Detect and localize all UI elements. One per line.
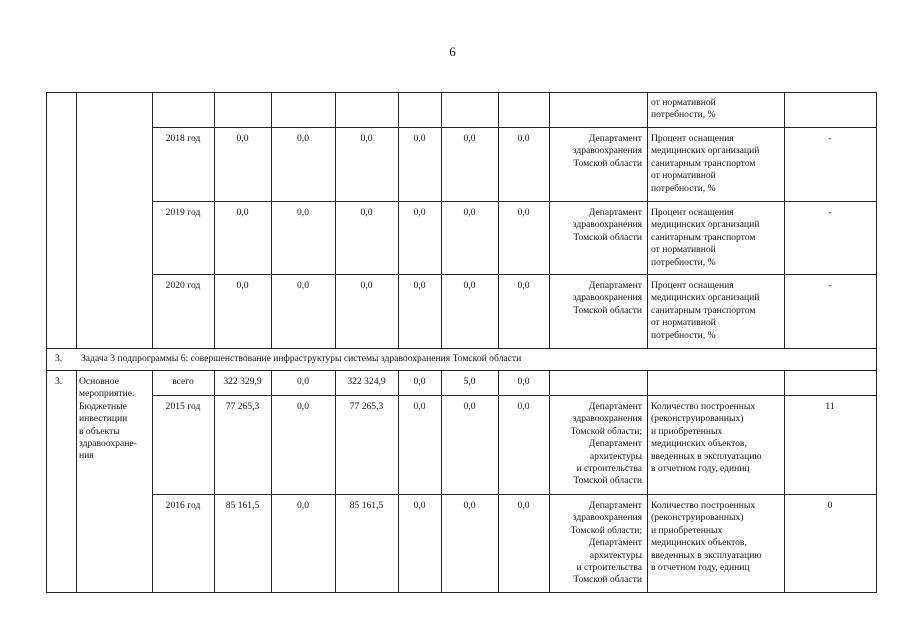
value-cell: 0,0 bbox=[413, 207, 426, 218]
table-rule bbox=[647, 92, 648, 348]
value-cell: 5,0 bbox=[463, 376, 476, 387]
value-cell: 0,0 bbox=[463, 401, 476, 412]
table-rule bbox=[46, 370, 877, 371]
value-cell: 0,0 bbox=[413, 401, 426, 412]
value-cell: 0,0 bbox=[413, 376, 426, 387]
value-cell: 0,0 bbox=[517, 207, 530, 218]
executor-cell: Департамент здравоохранения Томской области bbox=[572, 133, 642, 169]
target-cell: - bbox=[828, 133, 832, 144]
year-cell: 2020 год bbox=[165, 280, 201, 291]
table-rule bbox=[152, 274, 877, 275]
value-cell: 0,0 bbox=[297, 280, 309, 291]
indicator-cell: Количество построенных (реконструированных) и приобретенных медицинских объектов, введенных в эксплуатацию в отчетном году, единиц bbox=[651, 500, 762, 574]
executor-cell: Департамент здравоохранения Томской области bbox=[572, 207, 642, 243]
value-cell: 0,0 bbox=[413, 133, 426, 144]
table-rule bbox=[647, 370, 648, 592]
task-number: 3. bbox=[55, 353, 63, 364]
value-cell: 0,0 bbox=[360, 207, 373, 218]
table-rule bbox=[152, 494, 877, 495]
target-cell: 11 bbox=[825, 401, 835, 412]
value-cell: 0,0 bbox=[463, 207, 476, 218]
target-cell: 0 bbox=[827, 500, 833, 511]
indicator-cell: Процент оснащения медицинских организаций санитарным транспортом от нормативной потребности, % bbox=[651, 207, 760, 268]
value-cell: 0,0 bbox=[236, 207, 249, 218]
table-rule bbox=[441, 92, 442, 348]
table-rule bbox=[152, 127, 877, 128]
value-cell: 77 265,3 bbox=[225, 401, 260, 412]
table-rule bbox=[152, 201, 877, 202]
table-rule bbox=[46, 592, 877, 593]
table-rule bbox=[46, 92, 877, 93]
value-cell: 0,0 bbox=[236, 280, 249, 291]
value-cell: 0,0 bbox=[413, 500, 426, 511]
value-cell: 322 329,9 bbox=[223, 376, 262, 387]
year-cell: 2016 год bbox=[165, 500, 201, 511]
indicator-cell: Процент оснащения медицинских организаций санитарным транспортом от нормативной потребности, % bbox=[651, 133, 760, 194]
value-cell: 85 161,5 bbox=[225, 500, 260, 511]
value-cell: 0,0 bbox=[297, 401, 309, 412]
value-cell: 0,0 bbox=[463, 133, 476, 144]
table-rule bbox=[152, 395, 877, 396]
executor-cell: Департамент здравоохранения Томской области; Департамент архитектуры и строительства Томской области bbox=[570, 401, 642, 487]
table-rule bbox=[76, 92, 77, 348]
value-cell: 77 265,3 bbox=[349, 401, 384, 412]
table-rule bbox=[498, 92, 499, 348]
table-rule bbox=[876, 92, 877, 593]
value-cell: 0,0 bbox=[297, 500, 309, 511]
page-number: 6 bbox=[449, 44, 456, 59]
target-cell: - bbox=[828, 207, 832, 218]
value-cell: 0,0 bbox=[297, 133, 309, 144]
value-cell: 0,0 bbox=[517, 500, 530, 511]
table-rule bbox=[214, 92, 215, 348]
value-cell: 0,0 bbox=[517, 133, 530, 144]
table-rule bbox=[76, 370, 77, 592]
value-cell: 0,0 bbox=[463, 500, 476, 511]
year-cell: 2015 год bbox=[165, 401, 201, 412]
activity-name: Основное мероприятие. Бюджетные инвестиции в объекты здравоохране- ния bbox=[79, 376, 137, 462]
value-cell: 0,0 bbox=[517, 401, 530, 412]
target-cell: - bbox=[828, 280, 832, 291]
executor-cell: Департамент здравоохранения Томской области; Департамент архитектуры и строительства Томской области bbox=[570, 500, 642, 586]
value-cell: 0,0 bbox=[297, 207, 309, 218]
table-rule bbox=[335, 92, 336, 348]
value-cell: 0,0 bbox=[517, 376, 530, 387]
table-rule bbox=[46, 348, 877, 349]
activity-number: 3. bbox=[55, 376, 63, 387]
value-cell: 322 324,9 bbox=[347, 376, 386, 387]
table-rule bbox=[46, 92, 47, 593]
table-rule bbox=[398, 92, 399, 348]
value-cell: 0,0 bbox=[517, 280, 530, 291]
table-rule bbox=[271, 92, 272, 348]
value-cell: 0,0 bbox=[360, 280, 373, 291]
indicator-cell: Количество построенных (реконструированных) и приобретенных медицинских объектов, введенных в эксплуатацию в отчетном году, единиц bbox=[651, 401, 762, 475]
indicator-cell: Процент оснащения медицинских организаций санитарным транспортом от нормативной потребности, % bbox=[651, 280, 760, 341]
year-cell: 2019 год bbox=[165, 207, 201, 218]
task-title: Задача 3 подпрограммы 6: совершенствование инфраструктуры системы здравоохранения Томской области bbox=[81, 353, 522, 364]
value-cell: 0,0 bbox=[360, 133, 373, 144]
indicator-cell: от нормативной потребности, % bbox=[651, 97, 716, 121]
value-cell: 0,0 bbox=[413, 280, 426, 291]
value-cell: 0,0 bbox=[236, 133, 249, 144]
table-rule bbox=[152, 92, 153, 348]
value-cell: 0,0 bbox=[297, 376, 309, 387]
year-cell: 2018 год bbox=[165, 133, 201, 144]
value-cell: 0,0 bbox=[463, 280, 476, 291]
executor-cell: Департамент здравоохранения Томской области bbox=[572, 280, 642, 316]
value-cell: 85 161,5 bbox=[349, 500, 384, 511]
year-cell: всего bbox=[172, 376, 194, 387]
